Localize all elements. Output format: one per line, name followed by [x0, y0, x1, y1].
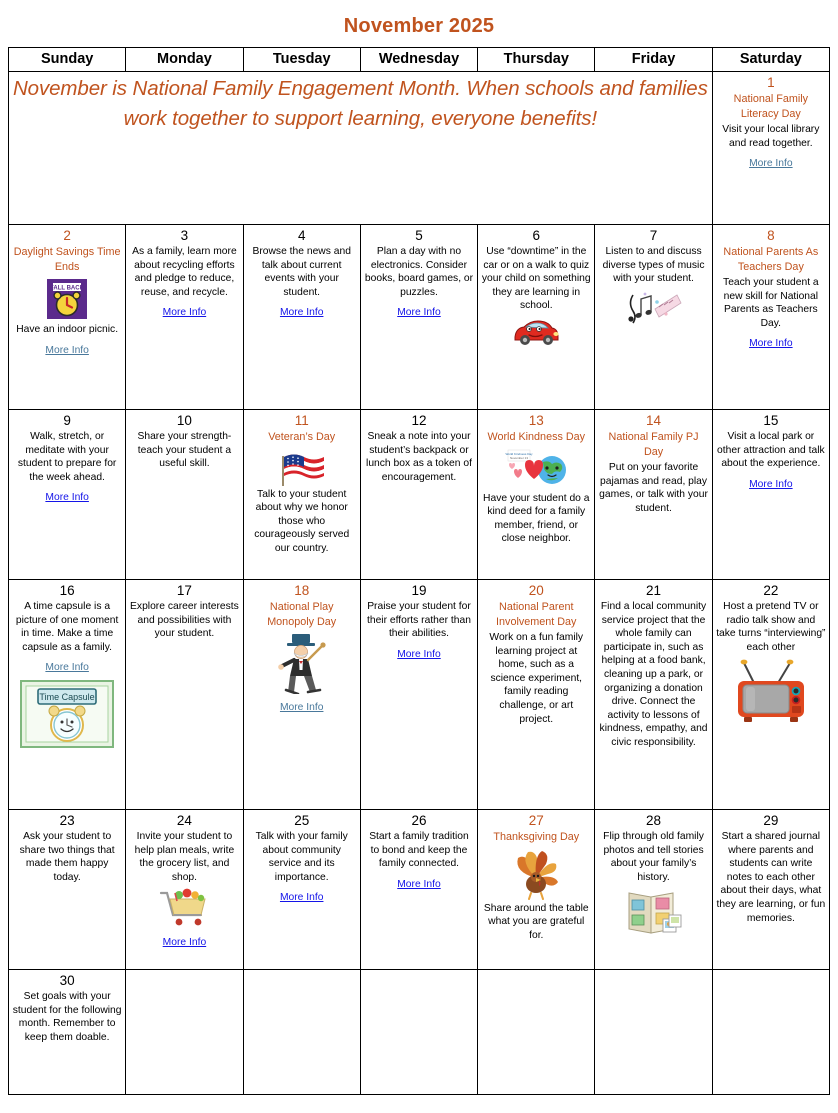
calendar-empty-cell: [712, 970, 829, 1095]
day-number: 21: [646, 583, 662, 598]
more-info-link-wrapper: [364, 878, 474, 892]
activity-text: Ask your student to share two things that made them happy today.: [19, 831, 115, 883]
more-info-link-wrapper: [12, 661, 122, 675]
holiday-label: National Family PJ Day: [608, 431, 699, 458]
calendar-day-cell: [478, 810, 595, 970]
day-number: 19: [411, 583, 427, 598]
activity-text: Praise your student for their efforts rather than their abilities.: [366, 601, 471, 640]
holiday-label: National Play Monopoly Day: [267, 601, 337, 628]
calendar-day-cell: [478, 225, 595, 410]
retro-tv-icon: [716, 657, 826, 723]
activity-text: Plan a day with no electronics. Consider books, board games, or puzzles.: [364, 246, 474, 298]
usa-flag-icon: [247, 448, 357, 486]
calendar-week-row: [9, 810, 830, 970]
calendar-day-cell: [712, 225, 829, 410]
activity-text: Talk to your student about why we honor those who courageously served our country.: [254, 488, 350, 554]
day-number: 26: [411, 813, 427, 828]
holiday-label: Daylight Savings Time Ends: [13, 246, 121, 273]
calendar-empty-cell: [243, 970, 360, 1095]
day-number: 4: [297, 228, 306, 243]
calendar-week-row: [9, 410, 830, 580]
day-number: 18: [294, 583, 310, 598]
music-notes-icon: [598, 289, 708, 329]
day-number: 1: [767, 75, 775, 90]
calendar-day-cell: [243, 580, 360, 810]
calendar-day-cell: [9, 810, 126, 970]
day-number: 25: [294, 813, 310, 828]
calendar-day-cell: [360, 580, 477, 810]
time-capsule-icon: [12, 678, 122, 750]
day-number: 11: [294, 413, 309, 428]
activity-text: Start a shared journal where parents and students can write notes to each other about their days, what they are learning, or fun memories.: [716, 831, 826, 924]
red-car-icon: [481, 316, 591, 346]
weekday-header-saturday: Saturday: [712, 48, 829, 72]
more-info-link-wrapper: [247, 891, 357, 905]
day-number: 17: [176, 583, 192, 598]
weekday-header-monday: Monday: [126, 48, 243, 72]
weekday-header-thursday: Thursday: [478, 48, 595, 72]
calendar-day-cell: [478, 410, 595, 580]
day-number: 5: [415, 228, 423, 243]
holiday-label: National Family Literacy Day: [733, 93, 809, 120]
svg-text:Time Capsule: Time Capsule: [39, 692, 95, 703]
holiday-label: National Parents As Teachers Day: [723, 246, 819, 273]
weekday-header-row: [9, 48, 830, 72]
more-info-link[interactable]: More Info: [279, 892, 324, 904]
day-number: 30: [59, 973, 75, 988]
activity-text: Sneak a note into your student’s backpack or lunch box as a token of encouragement.: [366, 431, 472, 483]
calendar-day-cell: [9, 580, 126, 810]
more-info-link[interactable]: More Info: [749, 158, 793, 170]
calendar-day-cell: [243, 225, 360, 410]
svg-text:November 13: November 13: [510, 455, 529, 460]
activity-text: A time capsule is a picture of one moment in time. Make a time capsule as a family.: [15, 601, 119, 653]
calendar-week-row: [9, 72, 830, 225]
calendar-day-cell: [478, 580, 595, 810]
calendar-day-cell: [595, 580, 712, 810]
more-info-link[interactable]: More Info: [45, 492, 89, 504]
holiday-label: World Kindness Day: [487, 431, 586, 443]
calendar-day-cell: [712, 810, 829, 970]
activity-text: Have your student do a kind deed for a family member, friend, or close neighbor.: [483, 492, 590, 545]
more-info-link-wrapper: [12, 344, 122, 358]
holiday-label: Veteran’s Day: [268, 431, 336, 443]
calendar-day-cell: [243, 810, 360, 970]
more-info-link-wrapper: [364, 306, 474, 320]
calendar-day-cell: [9, 225, 126, 410]
activity-text: Share your strength-teach your student a useful skill.: [137, 431, 232, 470]
calendar-day-cell: [126, 225, 243, 410]
calendar-day-cell: [9, 410, 126, 580]
calendar-week-row: [9, 225, 830, 410]
more-info-link-wrapper: [716, 337, 826, 351]
day-number: 27: [528, 813, 544, 828]
day-number: 8: [767, 228, 775, 243]
calendar-day-cell: [595, 810, 712, 970]
activity-text: Browse the news and talk about current events with your student.: [252, 246, 351, 298]
day-number: 28: [646, 813, 662, 828]
holiday-label: National Parent Involvement Day: [496, 601, 577, 628]
calendar-day-cell: [126, 580, 243, 810]
more-info-link-wrapper: [247, 701, 357, 715]
activity-text: Work on a fun family learning project at home, such as a science experiment, family reading challenge, or art project.: [489, 632, 584, 725]
activity-text: Walk, stretch, or meditate with your student to prepare for the week ahead.: [17, 431, 117, 483]
heart-earth-icon: [481, 448, 591, 490]
more-info-link[interactable]: More Info: [45, 662, 89, 674]
day-number: 22: [763, 583, 779, 598]
calendar-empty-cell: [595, 970, 712, 1095]
calendar-day-cell: [712, 410, 829, 580]
more-info-link-wrapper: [129, 306, 239, 320]
day-number: 20: [528, 583, 544, 598]
turkey-icon: [481, 848, 591, 900]
day-number: 13: [528, 413, 544, 428]
activity-text: Host a pretend TV or radio talk show and take turns “interviewing” each other: [716, 601, 826, 653]
activity-text: Explore career interests and possibilities with your student.: [130, 601, 239, 640]
calendar-empty-cell: [478, 970, 595, 1095]
day-number: 16: [59, 583, 75, 598]
activity-text: Teach your student a new skill for National Parents as Teachers Day.: [723, 277, 819, 329]
calendar-day-cell: [9, 970, 126, 1095]
day-number: 10: [176, 413, 192, 428]
calendar-body: [9, 72, 830, 1095]
shopping-cart-icon: [129, 887, 239, 929]
calendar-day-cell: [126, 410, 243, 580]
weekday-header-friday: Friday: [595, 48, 712, 72]
activity-text: Set goals with your student for the following month. Remember to keep them doable.: [12, 991, 122, 1043]
day-number: 24: [176, 813, 192, 828]
more-info-link[interactable]: More Info: [397, 878, 441, 890]
more-info-link-wrapper: [716, 478, 826, 492]
more-info-link[interactable]: More Info: [749, 338, 793, 350]
activity-text: Talk with your family about community service and its importance.: [255, 831, 348, 883]
activity-text: Share around the table what you are grateful for.: [483, 902, 589, 941]
month-banner-cell: [9, 72, 713, 225]
activity-text: Listen to and discuss diverse types of music with your student.: [602, 246, 705, 285]
day-number: 9: [63, 413, 71, 428]
svg-text:FALL BACK: FALL BACK: [50, 285, 85, 292]
monopoly-man-icon: [247, 632, 357, 694]
weekday-header-tuesday: Tuesday: [243, 48, 360, 72]
calendar-day-cell: [360, 225, 477, 410]
more-info-link-wrapper: [716, 157, 826, 171]
calendar-day-cell: [243, 410, 360, 580]
activity-text: Have an indoor picnic.: [16, 324, 119, 335]
activity-text: Put on your favorite pajamas and read, play games, or talk with your student.: [599, 462, 708, 514]
calendar-week-row: [9, 580, 830, 810]
more-info-link[interactable]: More Info: [162, 307, 207, 319]
calendar-day-cell: [712, 72, 829, 225]
day-number: 2: [63, 228, 71, 243]
calendar-table: [8, 47, 830, 1095]
day-number: 23: [59, 813, 75, 828]
calendar-day-cell: [360, 410, 477, 580]
activity-text: Invite your student to help plan meals, write the grocery list, and shop.: [134, 831, 235, 883]
more-info-link[interactable]: More Info: [45, 344, 89, 356]
activity-text: Find a local community service project that the whole family can participate in, such as helping at a food bank, cleaning up a park, or organizing a donation drive. Connect the activity to lessons of kindness, empathy, and civic responsibility.: [599, 601, 708, 748]
more-info-link[interactable]: More Info: [279, 307, 324, 319]
calendar-week-row: [9, 970, 830, 1095]
calendar-empty-cell: [360, 970, 477, 1095]
calendar-day-cell: [126, 810, 243, 970]
more-info-link-wrapper: [364, 648, 474, 662]
more-info-link[interactable]: More Info: [397, 648, 441, 660]
activity-text: As a family, learn more about recycling efforts and pledge to reduce, reuse, and recycle.: [132, 246, 237, 298]
activity-text: Use “downtime” in the car or on a walk to quiz your child on something they are learning in school.: [481, 246, 591, 312]
calendar-day-cell: [595, 225, 712, 410]
calendar-day-cell: [712, 580, 829, 810]
month-banner-text: November is National Family Engagement Month. When schools and families work together to support learning, everyone benefits!: [12, 77, 708, 130]
day-number: 29: [763, 813, 779, 828]
day-number: 14: [646, 413, 662, 428]
calendar-day-cell: [360, 810, 477, 970]
more-info-link[interactable]: More Info: [397, 307, 441, 319]
page-title: November 2025: [343, 15, 495, 37]
weekday-header-wednesday: Wednesday: [360, 48, 477, 72]
more-info-link[interactable]: More Info: [162, 937, 207, 949]
activity-text: Visit a local park or other attraction and talk about the experience.: [717, 431, 825, 470]
more-info-link-wrapper: [247, 306, 357, 320]
more-info-link[interactable]: More Info: [279, 702, 324, 713]
photo-album-icon: [598, 887, 708, 939]
day-number: 3: [180, 228, 189, 243]
activity-text: Start a family tradition to bond and keep the family connected.: [369, 831, 469, 870]
svg-text:World Kindness Day: World Kindness Day: [505, 451, 533, 456]
weekday-header-sunday: Sunday: [9, 48, 126, 72]
day-number: 12: [411, 413, 427, 428]
calendar-empty-cell: [126, 970, 243, 1095]
day-number: 7: [649, 228, 658, 243]
calendar-day-cell: [595, 410, 712, 580]
fall-back-clock-icon: [12, 277, 122, 321]
holiday-label: Thanksgiving Day: [493, 831, 580, 843]
more-info-link-wrapper: [129, 936, 239, 950]
activity-text: Flip through old family photos and tell stories about your family’s history.: [603, 831, 704, 883]
more-info-link[interactable]: More Info: [749, 478, 793, 490]
day-number: 15: [763, 413, 779, 428]
activity-text: Visit your local library and read together.: [722, 124, 820, 149]
day-number: 6: [532, 228, 541, 243]
more-info-link-wrapper: [12, 491, 122, 505]
